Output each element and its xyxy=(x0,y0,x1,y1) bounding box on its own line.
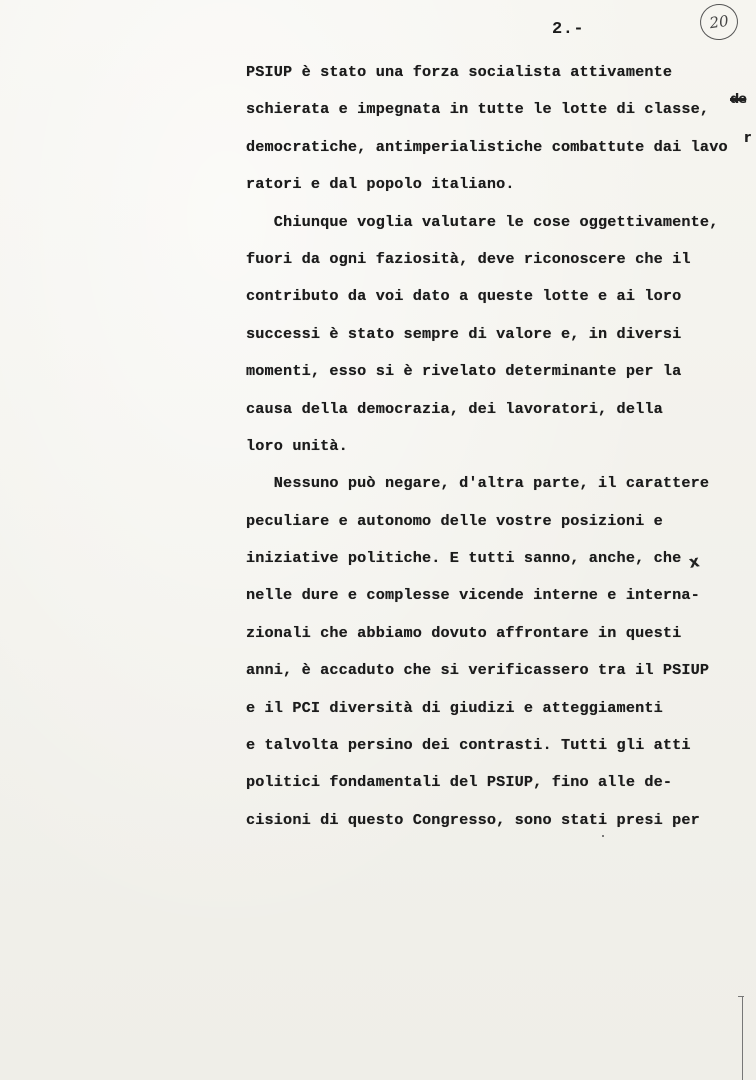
page-edge-tick xyxy=(738,996,744,997)
text-line: nelle dure e complesse vicende interne e interna- xyxy=(246,586,700,605)
text-line: loro unità. xyxy=(246,436,348,455)
text-line: successi è stato sempre di valore e, in diversi xyxy=(246,324,682,343)
text-line: PSIUP è stato una forza socialista attivamente xyxy=(246,63,673,81)
text-line: schierata e impegnata in tutte le lotte di classe, xyxy=(246,100,719,119)
text-line: zionali che abbiamo dovuto affrontare in questi xyxy=(246,623,682,642)
text-line: peculiare e autonomo delle vostre posizioni e xyxy=(246,511,663,530)
text-line: democratiche, antimperialistiche combattute dai lavo xyxy=(246,137,728,156)
text-line: contributo da voi dato a queste lotte e ai loro xyxy=(246,287,682,306)
text-line: momenti, esso si è rivelato determinante per la xyxy=(246,362,682,381)
text-line: ratori e dal popolo italiano. xyxy=(246,175,515,194)
text-line: cisioni di questo Congresso, sono stati presi per xyxy=(246,810,700,829)
paragraph-start-line: Nessuno può negare, d'altra parte, il carattere xyxy=(246,474,710,493)
text-line: e il PCI diversità di giudizi e atteggiamenti xyxy=(246,698,663,717)
text-line: politici fondamentali del PSIUP, fino alle de- xyxy=(246,773,673,792)
text-line: fuori da ogni faziosità, deve riconoscere che il xyxy=(246,249,691,268)
typewritten-body xyxy=(246,54,756,839)
strikeout-mark: de xyxy=(730,92,747,107)
text-line: causa della democrazia, dei lavoratori, della xyxy=(246,399,663,418)
page-edge-line xyxy=(742,996,743,1080)
text-line: iniziative politiche. E tutti sanno, anche, che xyxy=(246,549,682,568)
handwritten-correction-mark: x xyxy=(687,551,701,572)
page-number: 2.- xyxy=(552,20,585,39)
line-end-fragment: r xyxy=(744,130,751,146)
text-line: anni, è accaduto che si verificassero tra il PSIUP xyxy=(246,661,710,680)
archive-page-stamp: 20 xyxy=(698,2,741,43)
text-line: e talvolta persino dei contrasti. Tutti gli atti xyxy=(246,736,691,755)
ink-speck xyxy=(602,835,604,837)
paragraph-start-line: Chiunque voglia valutare le cose oggettivamente, xyxy=(246,212,719,231)
